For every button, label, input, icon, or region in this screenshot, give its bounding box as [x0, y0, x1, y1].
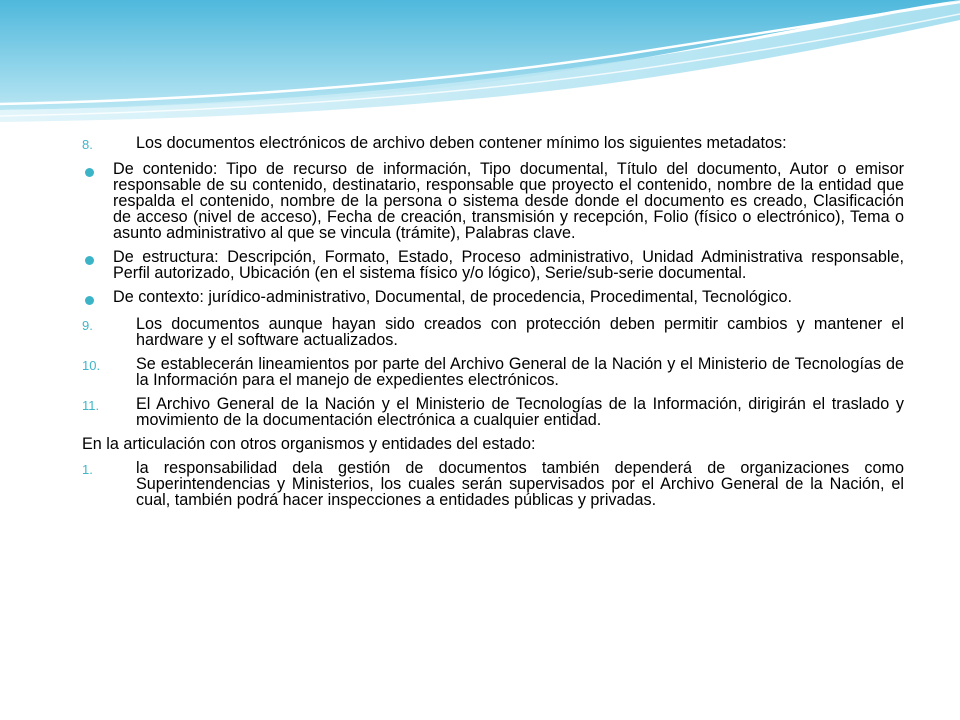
item-text: El Archivo General de la Nación y el Ministerio de Tecnologías de la Información, dirigirán el traslado y movimiento de la documentación electrónica a cualquier entidad.	[136, 395, 904, 429]
item-text: Los documentos aunque hayan sido creados con protección deben permitir cambios y mantener el hardware y el software actualizados.	[136, 315, 904, 349]
bullet-dot-icon	[82, 289, 113, 308]
item-number: 11.	[82, 398, 100, 413]
bullet-item	[82, 289, 904, 308]
item-text: De contexto: jurídico-administrativo, Documental, de procedencia, Procedimental, Tecnológico.	[113, 288, 793, 306]
document-body	[82, 135, 904, 516]
item-number: 9.	[82, 318, 93, 333]
bullet-item	[82, 249, 904, 281]
bullet-dot-icon	[82, 161, 113, 180]
item-text: Los documentos electrónicos de archivo deben contener mínimo los siguientes metadatos:	[136, 134, 787, 152]
item-text: De estructura: Descripción, Formato, Estado, Proceso administrativo, Unidad Administrativa responsable, Perfil autorizado, Ubicación (en el sistema físico y/o lógico), Serie/sub-serie documental.	[113, 248, 904, 282]
item-text: De contenido: Tipo de recurso de información, Tipo documental, Título del documento, Autor o emisor responsable de su contenido, destinatario, responsable que proyecto el contenido, nombre de la entidad que respalda el contenido, nombre de la persona o sistema desde donde el documento es creado, Clasificación de acceso (nivel de acceso), Fecha de creación, transmisión y recepción, Folio (físico o electrónico), Tema o asunto administrativo al que se vincula (trámite), Palabras clave.	[113, 160, 904, 242]
item-text: la responsabilidad dela gestión de documentos también dependerá de organizaciones como Superintendencias y Ministerios, los cuales serán supervisados por el Archivo General de la Nación, el cual, también podrá hacer inspecciones a entidades públicas y privadas.	[136, 459, 904, 509]
item-text: Se establecerán lineamientos por parte del Archivo General de la Nación y el Ministerio de Tecnologías de la Información para el manejo de expedientes electrónicos.	[136, 355, 904, 389]
item-number: 1.	[82, 462, 93, 477]
header-wave-decoration	[0, 0, 960, 130]
bullet-item	[82, 161, 904, 241]
item-number: 10.	[82, 358, 101, 373]
item-number: 8.	[82, 137, 93, 152]
paragraph: En la articulación con otros organismos y entidades del estado:	[82, 435, 536, 453]
numbered-item	[82, 135, 904, 153]
numbered-item	[82, 316, 904, 348]
numbered-item	[82, 396, 904, 428]
numbered-item	[82, 460, 904, 508]
bullet-dot-icon	[82, 249, 113, 268]
numbered-item	[82, 356, 904, 388]
